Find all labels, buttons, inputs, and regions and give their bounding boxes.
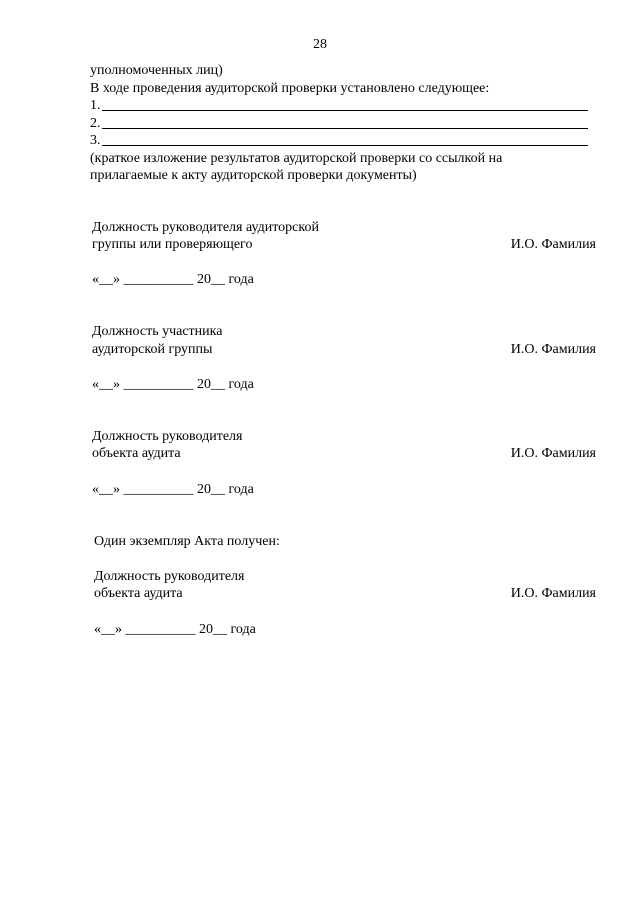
- signature-3-position-line-2: объекта аудита: [92, 446, 181, 461]
- signature-1-name: И.О. Фамилия: [510, 237, 596, 252]
- finding-number-2: 2.: [90, 116, 101, 131]
- intro-line-1: уполномоченных лиц): [90, 63, 223, 78]
- finding-blank-2: [102, 116, 589, 129]
- finding-line-2: [90, 115, 588, 132]
- signature-1-position-line-2: группы или проверяющего: [92, 237, 253, 252]
- receipt-date: «__» __________ 20__ года: [94, 622, 256, 637]
- intro-line-2: В ходе проведения аудиторской проверки установлено следующее:: [90, 81, 490, 96]
- signature-2-position-line-1: Должность участника: [92, 324, 223, 339]
- receipt-position-line-2: объекта аудита: [94, 586, 183, 601]
- finding-line-1: [90, 97, 588, 114]
- finding-number-3: 3.: [90, 133, 101, 148]
- signature-2-position-line-2: аудиторской группы: [92, 342, 213, 357]
- finding-blank-3: [102, 133, 589, 146]
- finding-number-1: 1.: [90, 98, 101, 113]
- signature-1-date: «__» __________ 20__ года: [92, 272, 254, 287]
- note-line-1: (краткое изложение результатов аудиторской проверки со ссылкой на: [90, 151, 503, 166]
- signature-3-name: И.О. Фамилия: [510, 446, 596, 461]
- receipt-position-line-1: Должность руководителя: [94, 569, 245, 584]
- signature-3-date: «__» __________ 20__ года: [92, 482, 254, 497]
- signature-3-position-line-1: Должность руководителя: [92, 429, 243, 444]
- signature-1-position-line-1: Должность руководителя аудиторской: [92, 220, 319, 235]
- receipt-name: И.О. Фамилия: [510, 586, 596, 601]
- signature-2-date: «__» __________ 20__ года: [92, 377, 254, 392]
- finding-blank-1: [102, 98, 589, 111]
- receipt-heading: Один экземпляр Акта получен:: [94, 534, 280, 549]
- note-line-2: прилагаемые к акту аудиторской проверки документы): [90, 168, 417, 183]
- page-number: 28: [313, 37, 327, 52]
- finding-line-3: [90, 132, 588, 149]
- signature-2-name: И.О. Фамилия: [510, 342, 596, 357]
